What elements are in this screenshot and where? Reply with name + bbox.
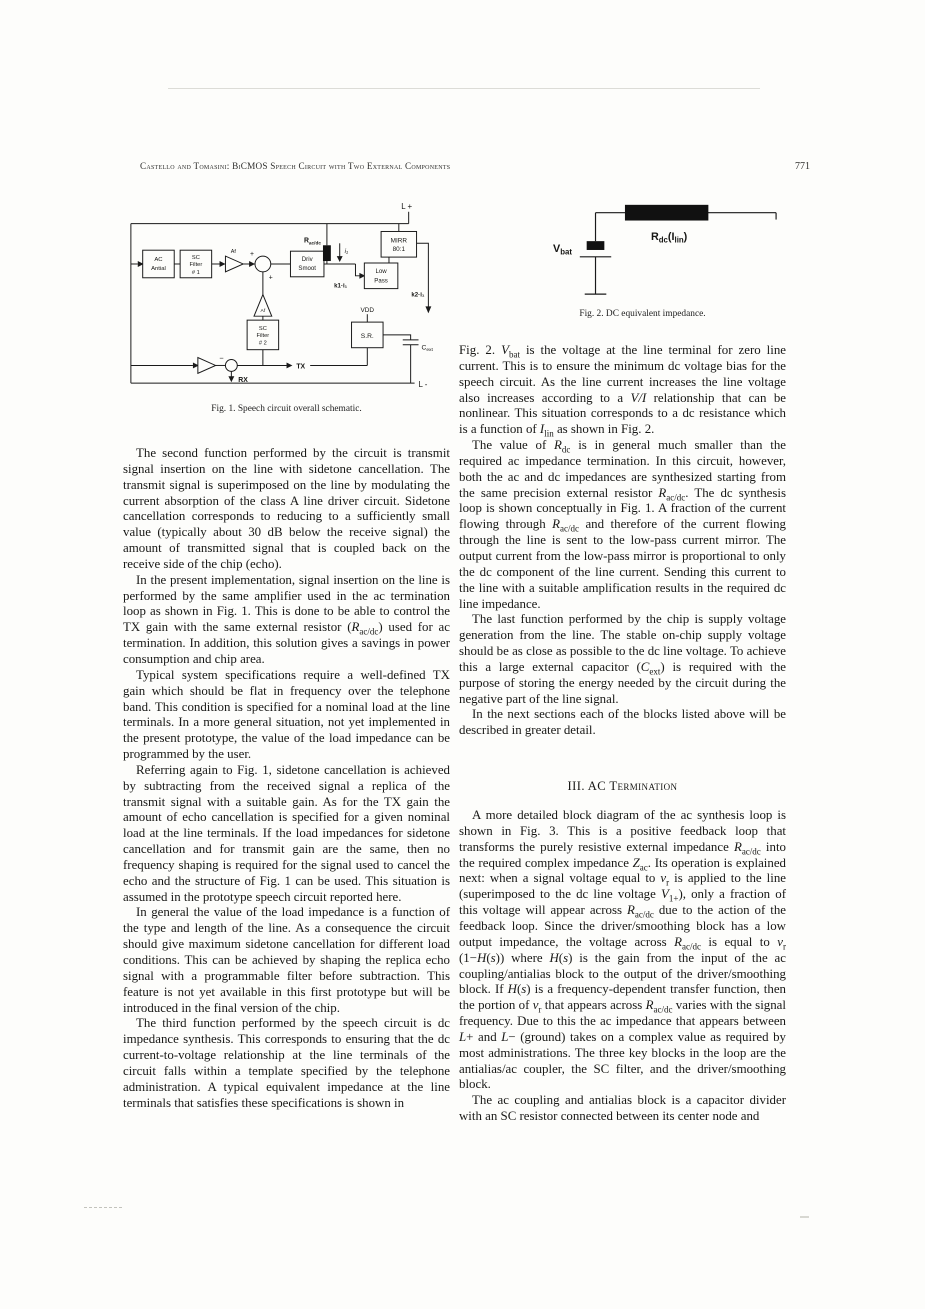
label-mirr-ratio: 80:1: [392, 246, 406, 254]
resistor-symbol: [625, 205, 708, 221]
running-header: [140, 161, 810, 172]
label-k1i1: k1·i₁: [334, 282, 348, 290]
fig2-caption: Fig. 2. DC equivalent impedance.: [579, 309, 706, 319]
label-i1: i₁: [344, 248, 349, 256]
label-amp-af2: Af: [260, 309, 266, 315]
resistor-symbol: [323, 245, 331, 261]
label-sc-filter1-3: # 1: [191, 269, 200, 276]
figure-2: [459, 196, 786, 321]
scan-artifact-dashes: [84, 1204, 122, 1208]
fig1-schematic-diagram: [123, 196, 453, 396]
label-cext: $C_{ext}$: [421, 344, 433, 354]
label-vdd: VDD: [360, 307, 375, 315]
section-heading-ac-termination: III. AC Termination: [567, 779, 678, 794]
label-sc-filter1-1: SC: [191, 255, 200, 262]
running-title: Castello and Tomasini: BiCMOS Speech Circuit with Two External Components: [140, 161, 451, 171]
fig2-circuit-diagram: [459, 196, 786, 301]
paragraph: In the present implementation, signal insertion on the line is performed by the same amplifier used in the ac termination loop as shown in Fig. 1. This is done to be able to control the TX gain with the same external resistor $(R_{ac/dc})$ used for ac termination. In addition, this solution gives a savings in power consumption and chip area.: [123, 572, 450, 666]
paragraph: The third function performed by the speech circuit is dc impedance synthesis. This corresponds to ensuring that the dc current-to-voltage relationship at the line terminals of the circuit falls within a template specified by the telephone administration. A typical equivalent impedance at the line terminals that satisfies these specifications is shown in: [123, 1016, 450, 1110]
label-sr: S.R.: [360, 332, 374, 340]
right-column-text: [459, 343, 786, 1125]
label-sc-filter2-2: Filter: [256, 332, 270, 339]
label-l-minus: L -: [418, 380, 428, 390]
label-l-plus: L +: [401, 201, 413, 211]
label-k2i1: k2·i₁: [411, 291, 425, 299]
label-plus-top: +: [250, 251, 255, 259]
paragraph: The second function performed by the circuit is transmit signal insertion on the line with sidetone cancellation. The transmit signal is superimposed on the line by modulating the current absorption of the class A line driver circuit. Sidetone cancellation corresponds to reducing to a sufficiently small value (typically about 30 dB below the receive signal) the amount of transmitted signal that is coupled back on the receive side of the chip (echo).: [123, 446, 450, 571]
label-driver-2: Smoot: [298, 264, 317, 272]
scan-artifact-dot: [800, 1216, 809, 1218]
label-ac-antialias-2: Antial: [151, 265, 166, 272]
paragraph: In general the value of the load impedance is a function of the type and length of the line. As a consequence the circuit should give maximum sidetone cancellation for different load conditions. This can be achieved by shaping the replica echo signal with a programmable filter before subtraction. This feature is not yet available in this first prototype but will be introduced in the final version of the chip.: [123, 905, 450, 1015]
left-column: [123, 196, 450, 1111]
label-r-acdc: $R_{ac/dc}$: [303, 237, 321, 247]
left-column-text: [123, 446, 450, 1111]
paragraph: Typical system specifications require a well-defined TX gain which should be flat in frequency over the telephone band. This condition is specified for a nominal load at the line terminals. In a more general situation, not yet implemented in the present prototype, the value of the load impedance can be programmed by the user.: [123, 667, 450, 762]
page-number: 771: [795, 161, 810, 172]
label-tx: TX: [296, 363, 306, 371]
battery-plate: [587, 241, 605, 250]
paragraph: The ac coupling and antialias block is a capacitor divider with an SC resistor connected between its center node and: [459, 1093, 786, 1124]
label-sc-filter1-2: Filter: [189, 261, 203, 268]
scan-artifact-line: [168, 88, 760, 89]
label-plus-bottom: +: [268, 274, 273, 282]
label-minus: −: [219, 353, 224, 363]
label-ac-antialias-1: AC: [154, 257, 163, 264]
label-rdc-ilin: $R_{dc}(I_{lin})$: [650, 231, 688, 245]
label-lowpass-2: Pass: [374, 277, 388, 285]
label-mirr: MIRR: [390, 237, 407, 245]
right-column: [459, 196, 786, 1125]
paragraph: A more detailed block diagram of the ac synthesis loop is shown in Fig. 3. This is a positive feedback loop that transforms the purely resistive external impedance $R_{ac/dc}$ into the required complex impedance $Z_{ac}$. Its operation is explained next: when a signal voltage equal to $v_r$ is applied to the line (superimposed to the dc line voltage $V_{1+}$), only a fraction of this voltage will appear across $R_{ac/dc}$ due to the action of the feedback loop. Since the driver/smoothing block has a low output impedance, the voltage across $R_{ac/dc}$ is equal to $v_r$ (1−H(s)) where H(s) is the gain from the input of the ac coupling/antialias block to the output of the driver/smoothing block. If H(s) is a frequency-dependent transfer function, then the portion of $v_r$ that appears across $R_{ac/dc}$ varies with the signal frequency. Due to this the ac impedance that appears between L+ and L− (ground) takes on a complex value as required by most administrations. The three key blocks in the loop are the antialias/ac coupler, the SC filter, and the driver/smoothing block.: [459, 808, 787, 1092]
paragraph: The value of $R_{dc}$ is in general much smaller than the required ac impedance termination. In this circuit, however, both the ac and dc impedances are synthesized starting from the same precision external resistor $R_{ac/dc}$. The dc synthesis loop is shown conceptually in Fig. 1. A fraction of the current flowing through $R_{ac/dc}$ and therefore of the current flowing through the line is sent to the low-pass current mirror. The output current from the low-pass mirror is proportional to only the dc component of the line current. Sending this current to the line with a suitable amplification results in the required dc line impedance.: [459, 438, 787, 611]
paragraph: Referring again to Fig. 1, sidetone cancellation is achieved by subtracting from the received signal a replica of the transmit signal with a suitable gain. As for the TX gain the amount of echo cancellation is specified for a given nominal load at the line terminals. If the load impedances for sidetone cancellation and for transmit gain are the same, then no frequency shaping is required for the signal used to cancel the echo and the structure of Fig. 1 can be used. This situation is assumed in the prototype speech circuit reported here.: [123, 762, 450, 904]
figure-1: [123, 196, 450, 416]
label-driver-1: Driv: [301, 256, 313, 264]
label-lowpass-1: Low: [375, 267, 387, 275]
label-sc-filter2-1: SC: [258, 325, 267, 332]
label-sc-filter2-3: # 2: [258, 340, 267, 347]
paragraph: Fig. 2. $V_{bat}$ is the voltage at the line terminal for zero line current. This is to ensure the minimum dc voltage bias for the speech circuit. As the line current increases the line voltage also increases according to a V/I relationship that can be nonlinear. This situation corresponds to a dc resistance which is a function of $I_{lin}$ as shown in Fig. 2.: [459, 343, 787, 439]
label-vbat: $V_{bat}$: [552, 242, 572, 257]
label-amp-af1: Af: [230, 249, 236, 256]
label-rx: RX: [238, 377, 248, 385]
paragraph: In the next sections each of the blocks listed above will be described in greater detail.: [459, 707, 786, 738]
fig1-caption: Fig. 1. Speech circuit overall schematic.: [211, 404, 362, 414]
paragraph: The last function performed by the chip is supply voltage generation from the line. The stable on-chip supply voltage should be as close as possible to the dc line voltage. To achieve this a large external capacitor $(C_{ext})$ is required with the purpose of storing the energy needed by the circuit during the negative part of the line signal.: [459, 612, 786, 706]
